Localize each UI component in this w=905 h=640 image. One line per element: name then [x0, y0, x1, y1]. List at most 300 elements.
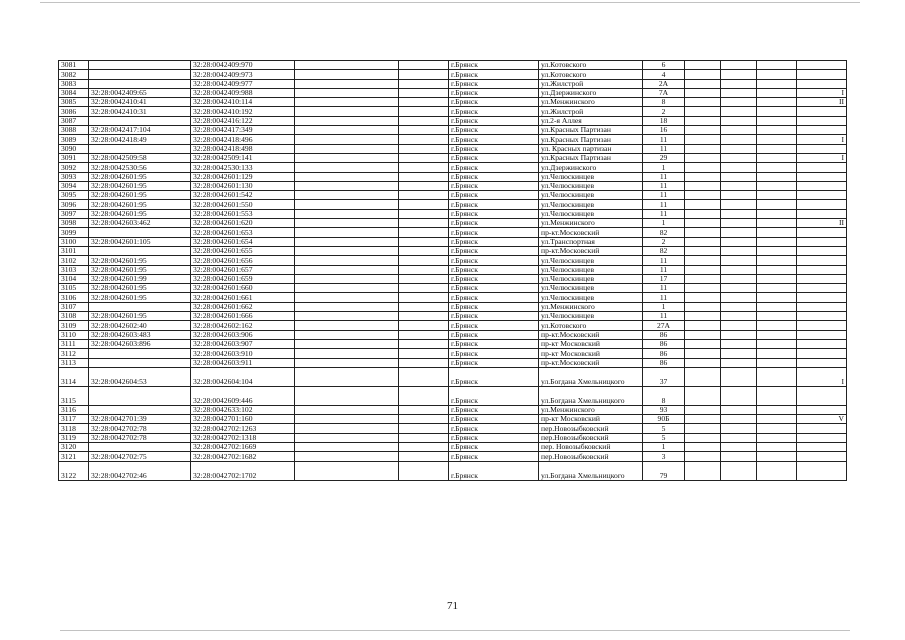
cadastral-number-cell: 32:28:0042601:666: [191, 312, 295, 321]
blank-cell: [721, 284, 757, 293]
section-cell: [797, 237, 847, 246]
table-row: [59, 98, 847, 107]
house-cell: 11: [643, 265, 685, 274]
blank-cell: [721, 107, 757, 116]
row-number: 3100: [59, 237, 89, 246]
section-cell: [797, 163, 847, 172]
cadastral-old-cell: [89, 79, 191, 88]
blank-cell: [399, 367, 449, 386]
row-number: 3106: [59, 293, 89, 302]
section-cell: [797, 312, 847, 321]
cadastral-number-cell: 32:28:0042601:656: [191, 256, 295, 265]
section-cell: [797, 256, 847, 265]
section-cell: [797, 433, 847, 442]
cadastral-old-cell: 32:28:0042702:78: [89, 433, 191, 442]
house-cell: 1: [643, 302, 685, 311]
cadastral-old-cell: [89, 302, 191, 311]
house-cell: 2: [643, 107, 685, 116]
blank-cell: [721, 237, 757, 246]
blank-cell: [399, 256, 449, 265]
house-cell: 82: [643, 228, 685, 237]
table-row: [59, 302, 847, 311]
city-cell: г.Брянск: [449, 321, 539, 330]
blank-cell: [757, 79, 797, 88]
table-row: [59, 424, 847, 433]
blank-cell: [757, 461, 797, 480]
blank-cell: [399, 70, 449, 79]
blank-cell: [685, 209, 721, 218]
house-cell: 8: [643, 386, 685, 405]
blank-cell: [295, 144, 399, 153]
blank-cell: [685, 424, 721, 433]
section-cell: [797, 321, 847, 330]
street-cell: ул.Жилстрой: [539, 79, 643, 88]
street-cell: ул.Челюскинцев: [539, 284, 643, 293]
city-cell: г.Брянск: [449, 61, 539, 70]
street-cell: пр-кт Московский: [539, 349, 643, 358]
blank-cell: [721, 126, 757, 135]
cadastral-number-cell: 32:28:0042409:977: [191, 79, 295, 88]
house-cell: 86: [643, 358, 685, 367]
blank-cell: [757, 284, 797, 293]
section-cell: [797, 172, 847, 181]
blank-cell: [757, 98, 797, 107]
city-cell: г.Брянск: [449, 339, 539, 348]
blank-cell: [399, 246, 449, 255]
table-row: [59, 181, 847, 190]
street-cell: ул.Менжинского: [539, 405, 643, 414]
blank-cell: [721, 79, 757, 88]
city-cell: г.Брянск: [449, 367, 539, 386]
blank-cell: [399, 98, 449, 107]
register-table: [58, 60, 847, 481]
blank-cell: [295, 107, 399, 116]
blank-cell: [295, 284, 399, 293]
cadastral-old-cell: 32:28:0042410:31: [89, 107, 191, 116]
house-cell: 11: [643, 312, 685, 321]
city-cell: г.Брянск: [449, 98, 539, 107]
cadastral-number-cell: 32:28:0042601:620: [191, 219, 295, 228]
row-number: 3102: [59, 256, 89, 265]
house-cell: 11: [643, 209, 685, 218]
blank-cell: [721, 415, 757, 424]
table-row: [59, 237, 847, 246]
street-cell: ул.Менжинского: [539, 302, 643, 311]
row-number: 3082: [59, 70, 89, 79]
blank-cell: [295, 415, 399, 424]
cadastral-old-cell: 32:28:0042417:104: [89, 126, 191, 135]
table-row: [59, 256, 847, 265]
blank-cell: [295, 61, 399, 70]
cadastral-number-cell: 32:28:0042417:349: [191, 126, 295, 135]
table-row: [59, 367, 847, 386]
section-cell: [797, 424, 847, 433]
blank-cell: [721, 135, 757, 144]
blank-cell: [757, 88, 797, 97]
cadastral-old-cell: [89, 116, 191, 125]
blank-cell: [685, 191, 721, 200]
blank-cell: [295, 256, 399, 265]
blank-cell: [399, 219, 449, 228]
house-cell: 5: [643, 424, 685, 433]
table-row: [59, 70, 847, 79]
cadastral-old-cell: 32:28:0042601:95: [89, 284, 191, 293]
blank-cell: [399, 293, 449, 302]
section-cell: [797, 191, 847, 200]
street-cell: ул.Дзержинского: [539, 88, 643, 97]
section-cell: [797, 246, 847, 255]
city-cell: г.Брянск: [449, 405, 539, 414]
cadastral-number-cell: 32:28:0042702:1263: [191, 424, 295, 433]
blank-cell: [721, 61, 757, 70]
cadastral-number-cell: 32:28:0042609:446: [191, 386, 295, 405]
house-cell: 16: [643, 126, 685, 135]
section-cell: [797, 107, 847, 116]
city-cell: г.Брянск: [449, 191, 539, 200]
street-cell: ул.Красных Партизан: [539, 126, 643, 135]
row-number: 3120: [59, 442, 89, 451]
row-number: 3110: [59, 330, 89, 339]
blank-cell: [399, 79, 449, 88]
cadastral-old-cell: 32:28:0042702:46: [89, 461, 191, 480]
cadastral-number-cell: 32:28:0042416:122: [191, 116, 295, 125]
table-row: [59, 163, 847, 172]
blank-cell: [399, 181, 449, 190]
blank-cell: [295, 321, 399, 330]
section-cell: [797, 330, 847, 339]
section-cell: [797, 293, 847, 302]
blank-cell: [721, 246, 757, 255]
blank-cell: [685, 367, 721, 386]
cadastral-old-cell: 32:28:0042702:78: [89, 424, 191, 433]
table-row: [59, 415, 847, 424]
blank-cell: [721, 181, 757, 190]
section-cell: [797, 302, 847, 311]
table-row: [59, 153, 847, 162]
blank-cell: [399, 237, 449, 246]
street-cell: ул.Котовского: [539, 61, 643, 70]
blank-cell: [399, 107, 449, 116]
blank-cell: [685, 181, 721, 190]
blank-cell: [295, 330, 399, 339]
blank-cell: [685, 153, 721, 162]
blank-cell: [399, 88, 449, 97]
street-cell: пр-кт.Московский: [539, 246, 643, 255]
blank-cell: [685, 312, 721, 321]
house-cell: 11: [643, 256, 685, 265]
table-row: [59, 284, 847, 293]
city-cell: г.Брянск: [449, 386, 539, 405]
house-cell: 82: [643, 246, 685, 255]
blank-cell: [399, 442, 449, 451]
table-row: [59, 144, 847, 153]
cadastral-number-cell: 32:28:0042601:553: [191, 209, 295, 218]
blank-cell: [721, 200, 757, 209]
cadastral-number-cell: 32:28:0042604:104: [191, 367, 295, 386]
row-number: 3116: [59, 405, 89, 414]
blank-cell: [295, 367, 399, 386]
table-row: [59, 339, 847, 348]
street-cell: пер.Новозыбковский: [539, 424, 643, 433]
blank-cell: [399, 274, 449, 283]
cadastral-number-cell: 32:28:0042603:911: [191, 358, 295, 367]
row-number: 3090: [59, 144, 89, 153]
street-cell: ул.Богдана Хмельницкого: [539, 386, 643, 405]
cadastral-old-cell: 32:28:0042601:95: [89, 293, 191, 302]
blank-cell: [295, 405, 399, 414]
street-cell: ул.Котовского: [539, 70, 643, 79]
row-number: 3097: [59, 209, 89, 218]
street-cell: ул.2-я Аллея: [539, 116, 643, 125]
blank-cell: [685, 302, 721, 311]
house-cell: 5: [643, 433, 685, 442]
blank-cell: [757, 256, 797, 265]
section-cell: [797, 442, 847, 451]
blank-cell: [399, 126, 449, 135]
section-cell: [797, 274, 847, 283]
street-cell: пер. Новозыбковский: [539, 442, 643, 451]
house-cell: 11: [643, 172, 685, 181]
blank-cell: [685, 293, 721, 302]
house-cell: 7А: [643, 88, 685, 97]
blank-cell: [295, 442, 399, 451]
blank-cell: [399, 312, 449, 321]
blank-cell: [757, 339, 797, 348]
street-cell: пр-кт.Московский: [539, 358, 643, 367]
blank-cell: [721, 424, 757, 433]
blank-cell: [399, 61, 449, 70]
blank-cell: [757, 237, 797, 246]
blank-cell: [721, 386, 757, 405]
blank-cell: [757, 200, 797, 209]
cadastral-number-cell: 32:28:0042702:1318: [191, 433, 295, 442]
table-row: [59, 386, 847, 405]
city-cell: г.Брянск: [449, 442, 539, 451]
cadastral-number-cell: 32:28:0042410:114: [191, 98, 295, 107]
blank-cell: [757, 181, 797, 190]
blank-cell: [399, 386, 449, 405]
blank-cell: [399, 433, 449, 442]
cadastral-old-cell: 32:28:0042601:95: [89, 200, 191, 209]
blank-cell: [685, 321, 721, 330]
blank-cell: [295, 265, 399, 274]
row-number: 3094: [59, 181, 89, 190]
blank-cell: [295, 358, 399, 367]
blank-cell: [295, 209, 399, 218]
row-number: 3092: [59, 163, 89, 172]
blank-cell: [295, 293, 399, 302]
table-row: [59, 358, 847, 367]
cadastral-number-cell: 32:28:0042418:498: [191, 144, 295, 153]
city-cell: г.Брянск: [449, 172, 539, 181]
house-cell: 6: [643, 61, 685, 70]
street-cell: ул.Челюскинцев: [539, 191, 643, 200]
city-cell: г.Брянск: [449, 135, 539, 144]
section-cell: I: [797, 135, 847, 144]
cadastral-old-cell: 32:28:0042601:95: [89, 181, 191, 190]
house-cell: 11: [643, 181, 685, 190]
row-number: 3118: [59, 424, 89, 433]
house-cell: 86: [643, 330, 685, 339]
blank-cell: [757, 107, 797, 116]
house-cell: 4: [643, 70, 685, 79]
city-cell: г.Брянск: [449, 79, 539, 88]
table-row: [59, 452, 847, 461]
table-row: [59, 433, 847, 442]
blank-cell: [685, 219, 721, 228]
table-row: [59, 209, 847, 218]
house-cell: 11: [643, 200, 685, 209]
section-cell: [797, 200, 847, 209]
row-number: 3098: [59, 219, 89, 228]
cadastral-number-cell: 32:28:0042601:542: [191, 191, 295, 200]
blank-cell: [685, 79, 721, 88]
blank-cell: [399, 452, 449, 461]
cadastral-old-cell: [89, 386, 191, 405]
blank-cell: [721, 70, 757, 79]
cadastral-number-cell: 32:28:0042603:910: [191, 349, 295, 358]
street-cell: ул.Челюскинцев: [539, 265, 643, 274]
blank-cell: [399, 172, 449, 181]
table-row: [59, 321, 847, 330]
cadastral-old-cell: [89, 246, 191, 255]
blank-cell: [721, 209, 757, 218]
cadastral-old-cell: 32:28:0042603:896: [89, 339, 191, 348]
blank-cell: [757, 330, 797, 339]
blank-cell: [399, 209, 449, 218]
city-cell: г.Брянск: [449, 163, 539, 172]
blank-cell: [757, 126, 797, 135]
row-number: 3108: [59, 312, 89, 321]
section-cell: [797, 181, 847, 190]
house-cell: 11: [643, 135, 685, 144]
house-cell: 11: [643, 144, 685, 153]
table-row: [59, 228, 847, 237]
blank-cell: [399, 135, 449, 144]
house-cell: 8: [643, 98, 685, 107]
blank-cell: [295, 219, 399, 228]
city-cell: г.Брянск: [449, 284, 539, 293]
street-cell: пр-кт Московский: [539, 339, 643, 348]
section-cell: [797, 116, 847, 125]
section-cell: [797, 461, 847, 480]
city-cell: г.Брянск: [449, 153, 539, 162]
cadastral-number-cell: 32:28:0042601:550: [191, 200, 295, 209]
cadastral-number-cell: 32:28:0042702:1682: [191, 452, 295, 461]
street-cell: пр-кт.Московский: [539, 228, 643, 237]
street-cell: ул.Челюскинцев: [539, 293, 643, 302]
cadastral-old-cell: 32:28:0042603:483: [89, 330, 191, 339]
blank-cell: [721, 191, 757, 200]
section-cell: [797, 339, 847, 348]
blank-cell: [685, 144, 721, 153]
blank-cell: [757, 144, 797, 153]
blank-cell: [757, 386, 797, 405]
city-cell: г.Брянск: [449, 452, 539, 461]
table-row: [59, 265, 847, 274]
page-number: 71: [447, 600, 458, 612]
house-cell: 11: [643, 191, 685, 200]
cadastral-old-cell: 32:28:0042603:462: [89, 219, 191, 228]
blank-cell: [399, 302, 449, 311]
cadastral-old-cell: 32:28:0042601:95: [89, 312, 191, 321]
row-number: 3113: [59, 358, 89, 367]
city-cell: г.Брянск: [449, 330, 539, 339]
city-cell: г.Брянск: [449, 358, 539, 367]
blank-cell: [721, 358, 757, 367]
street-cell: ул.Транспортная: [539, 237, 643, 246]
blank-cell: [295, 126, 399, 135]
blank-cell: [295, 163, 399, 172]
blank-cell: [757, 293, 797, 302]
blank-cell: [721, 256, 757, 265]
row-number: 3112: [59, 349, 89, 358]
row-number: 3119: [59, 433, 89, 442]
blank-cell: [399, 424, 449, 433]
row-number: 3086: [59, 107, 89, 116]
blank-cell: [721, 461, 757, 480]
blank-cell: [757, 116, 797, 125]
cadastral-number-cell: 32:28:0042601:661: [191, 293, 295, 302]
street-cell: ул.Челюскинцев: [539, 312, 643, 321]
city-cell: г.Брянск: [449, 237, 539, 246]
blank-cell: [685, 274, 721, 283]
cadastral-old-cell: 32:28:0042530:56: [89, 163, 191, 172]
cadastral-number-cell: 32:28:0042601:130: [191, 181, 295, 190]
cadastral-number-cell: 32:28:0042409:988: [191, 88, 295, 97]
blank-cell: [685, 433, 721, 442]
blank-cell: [721, 172, 757, 181]
blank-cell: [399, 163, 449, 172]
blank-cell: [295, 386, 399, 405]
blank-cell: [685, 88, 721, 97]
blank-cell: [721, 98, 757, 107]
table-row: [59, 107, 847, 116]
blank-cell: [295, 79, 399, 88]
table-row: [59, 135, 847, 144]
blank-cell: [295, 153, 399, 162]
cadastral-old-cell: 32:28:0042601:95: [89, 265, 191, 274]
section-cell: [797, 405, 847, 414]
cadastral-old-cell: 32:28:0042418:49: [89, 135, 191, 144]
blank-cell: [295, 135, 399, 144]
blank-cell: [685, 200, 721, 209]
blank-cell: [295, 237, 399, 246]
blank-cell: [685, 358, 721, 367]
blank-cell: [721, 293, 757, 302]
cadastral-old-cell: 32:28:0042409:65: [89, 88, 191, 97]
table-row: [59, 116, 847, 125]
city-cell: г.Брянск: [449, 228, 539, 237]
blank-cell: [757, 246, 797, 255]
table-row: [59, 219, 847, 228]
table-row: [59, 79, 847, 88]
street-cell: ул.Менжинского: [539, 98, 643, 107]
cadastral-old-cell: [89, 349, 191, 358]
blank-cell: [757, 415, 797, 424]
city-cell: г.Брянск: [449, 209, 539, 218]
row-number: 3122: [59, 461, 89, 480]
blank-cell: [757, 191, 797, 200]
house-cell: 1: [643, 163, 685, 172]
blank-cell: [757, 321, 797, 330]
section-cell: II: [797, 219, 847, 228]
section-cell: [797, 144, 847, 153]
city-cell: г.Брянск: [449, 200, 539, 209]
blank-cell: [685, 246, 721, 255]
blank-cell: [685, 349, 721, 358]
cadastral-number-cell: 32:28:0042601:660: [191, 284, 295, 293]
